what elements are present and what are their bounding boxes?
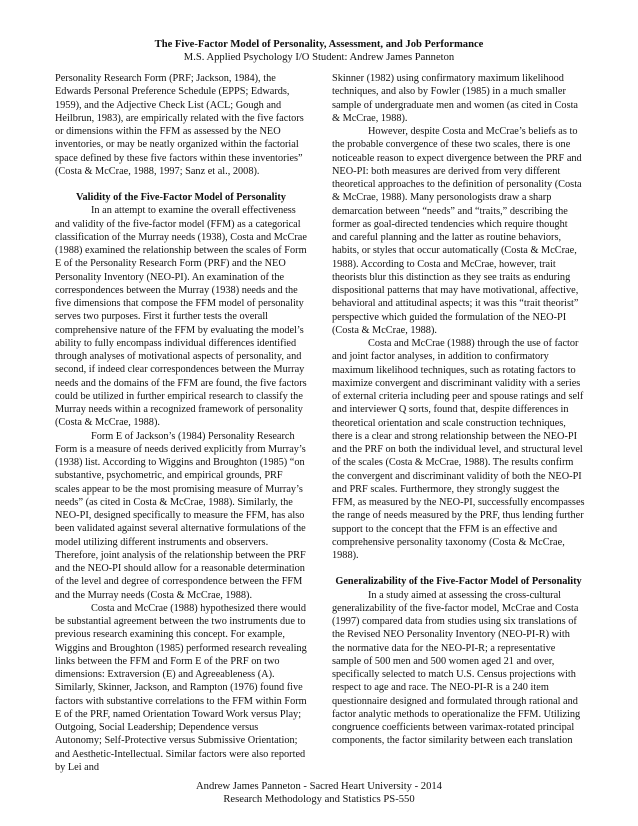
continued-paragraph: Skinner (1982) using confirmatory maximum likelihood techniques, and also by Fowler (1985) in a much smaller sample of undergraduate men and women (as cited in Costa & McCrae, 1988). bbox=[332, 73, 579, 124]
results-paragraph: Costa and McCrae (1988) through the use of factor and joint factor analyses, in addition to confirmatory maximum likelihood techniques, such as rotating factors to maximize convergent and discriminant validity with a series of external criteria including peer and spouse ratings and self and interviewer Q sorts, found that, despite differences in theoretical orientation and scale construction techniques, there is a clear and strong relationship between the NEO-PI and the PRF on both the individual level, and structural level of the scales (Costa & McCrae, 1988). The results confirm the convergent and discriminant validity of both the NEO-PI and PRF scales. Furthermore, they strongly suggest the FFM, as measured by the NEO-PI, successfully encompasses the range of needs measured by the PRF, thus lending further support to the concept that the FFM is an effective and comprehensive personality taxonomy (Costa & McCrae, 1988). bbox=[332, 338, 585, 561]
intro-paragraph: Personality Research Form (PRF; Jackson, 1984), the Edwards Personal Preference Schedule (EPPS; Edwards, 1959), and the Adjective Check List (ACL; Gough and Heilbrun, 1983), are empirically related with the five factors or dimensions within the FFM as assessed by the NEO inventories, or may be neatly organized within the factorial space defined by these five factors within these inventories” (Costa & McCrae, 1988, 1997; Sanz et al., 2008). bbox=[55, 73, 304, 177]
divergence-paragraph: However, despite Costa and McCrae’s beliefs as to the probable convergence of these two scales, there is one noticeable reason to expect divergence between the PRF and NEO-PI: both measures are derived from very different theoretical approaches to the definition of personality (Costa & McCrae, 1988). Many personologists draw a sharp demarcation between “needs” and “traits,” describing the former as goal-directed tendencies which require thought and careful planning and the latter as routine behaviors, habits, or styles that occur automatically (Costa & McCrae, 1988). According to Costa and McCrae, however, trait theorists blur this distinction as they see traits as enduring dispositional patterns that may have motivational, affective, behavioral and attitudinal aspects; it was this “trait theorist” perspective which guided the formulation of the NEO-PI (Costa & McCrae, 1988). bbox=[332, 126, 582, 336]
validity-paragraph-1: In an attempt to examine the overall effectiveness and validity of the five-factor model (FFM) as a categorical classification of the Murray needs (1938), Costa and McCrae (1988) examined the relationship between the scales of Form E of the Personality Research Form (PRF) and the NEO Personality Inventory (NEO-PI). An examination of the correspondences between the Murray (1938) needs and the five dimensions that compose the FFM model of personality serves two purposes. First it further tests the overall comprehensive nature of the FFM by evaluating the model’s ability to fully encompass individual differences identified through analyses of motivational aspects of personality, and second, if indeed clear correspondences between the Murray needs and the domains of the FFM are found, the five factors could be utilized in further empirical research to classify the Murray needs within a recognized framework of personality (Costa & McCrae, 1988). bbox=[55, 205, 307, 429]
left-column bbox=[55, 72, 307, 774]
paper-title: The Five-Factor Model of Personality, Assessment, and Job Performance bbox=[154, 39, 484, 50]
right-column bbox=[332, 72, 585, 748]
validity-paragraph-2: Form E of Jackson’s (1984) Personality Research Form is a measure of needs derived explicitly from Murray’s (1938) list. According to Wiggins and Broughton (1985) “on substantive, psychometric, and empirical grounds, PRF scales appear to be the most promising measure of Murray’s needs” (as cited in Costa & McCrae, 1988). Similarly, the NEO-PI, designed specifically to measure the FFM, has also been validated against several alternative formulations of the model utilizing different instruments and observers. Therefore, joint analysis of the relationship between the PRF and the NEO-PI should allow for a reasonable determination of the level and degree of correspondence between the FFM and the Murray needs (Costa & McCrae, 1988). bbox=[55, 430, 306, 601]
page-header bbox=[0, 38, 638, 64]
footer-author-line: Andrew James Panneton - Sacred Heart University - 2014 bbox=[196, 781, 442, 792]
footer-course-line: Research Methodology and Statistics PS-550 bbox=[223, 794, 415, 805]
paper-subtitle: M.S. Applied Psychology I/O Student: Andrew James Panneton bbox=[183, 52, 455, 63]
validity-heading: Validity of the Five-Factor Model of Personality bbox=[76, 192, 286, 203]
generalizability-heading: Generalizability of the Five-Factor Model of Personality bbox=[335, 576, 582, 588]
page-footer bbox=[0, 780, 638, 806]
generalizability-paragraph: In a study aimed at assessing the cross-cultural generalizability of the five-factor model, McCrae and Costa (1997) compared data from studies using six translations of the Revised NEO Personality Inventory (NEO-PI-R) with the normative data for the NEO-PI-R; a representative sample of 500 men and 500 women aged 21 and over, specifically selected to match U.S. Census projections with respect to age and race. The NEO-PI-R is a 240 item questionnaire designed and formulated through rational and factor analytic methods to operationalize the FFM. Utilizing congruence coefficients between varimax-rotated principal components, the factor similarity between each translation bbox=[332, 589, 581, 747]
validity-paragraph-3: Costa and McCrae (1988) hypothesized there would be substantial agreement between the two instruments due to previous research examining this concept. For example, Wiggins and Broughton (1985) performed research revealing links between the FFM and Form E of the PRF on two dimensions: Extraversion (E) and Agreeableness (A). Similarly, Skinner, Jackson, and Rampton (1976) found five factors with substantive correlations to the FFM within Form E of the PRF, named Orientation Toward Work versus Play; Outgoing, Social Leadership; Dependence versus Autonomy; Self-Protective versus Submissive Orientation; and Aesthetic-Intellectual. Similar factors were also reported by Lei and bbox=[55, 602, 307, 773]
